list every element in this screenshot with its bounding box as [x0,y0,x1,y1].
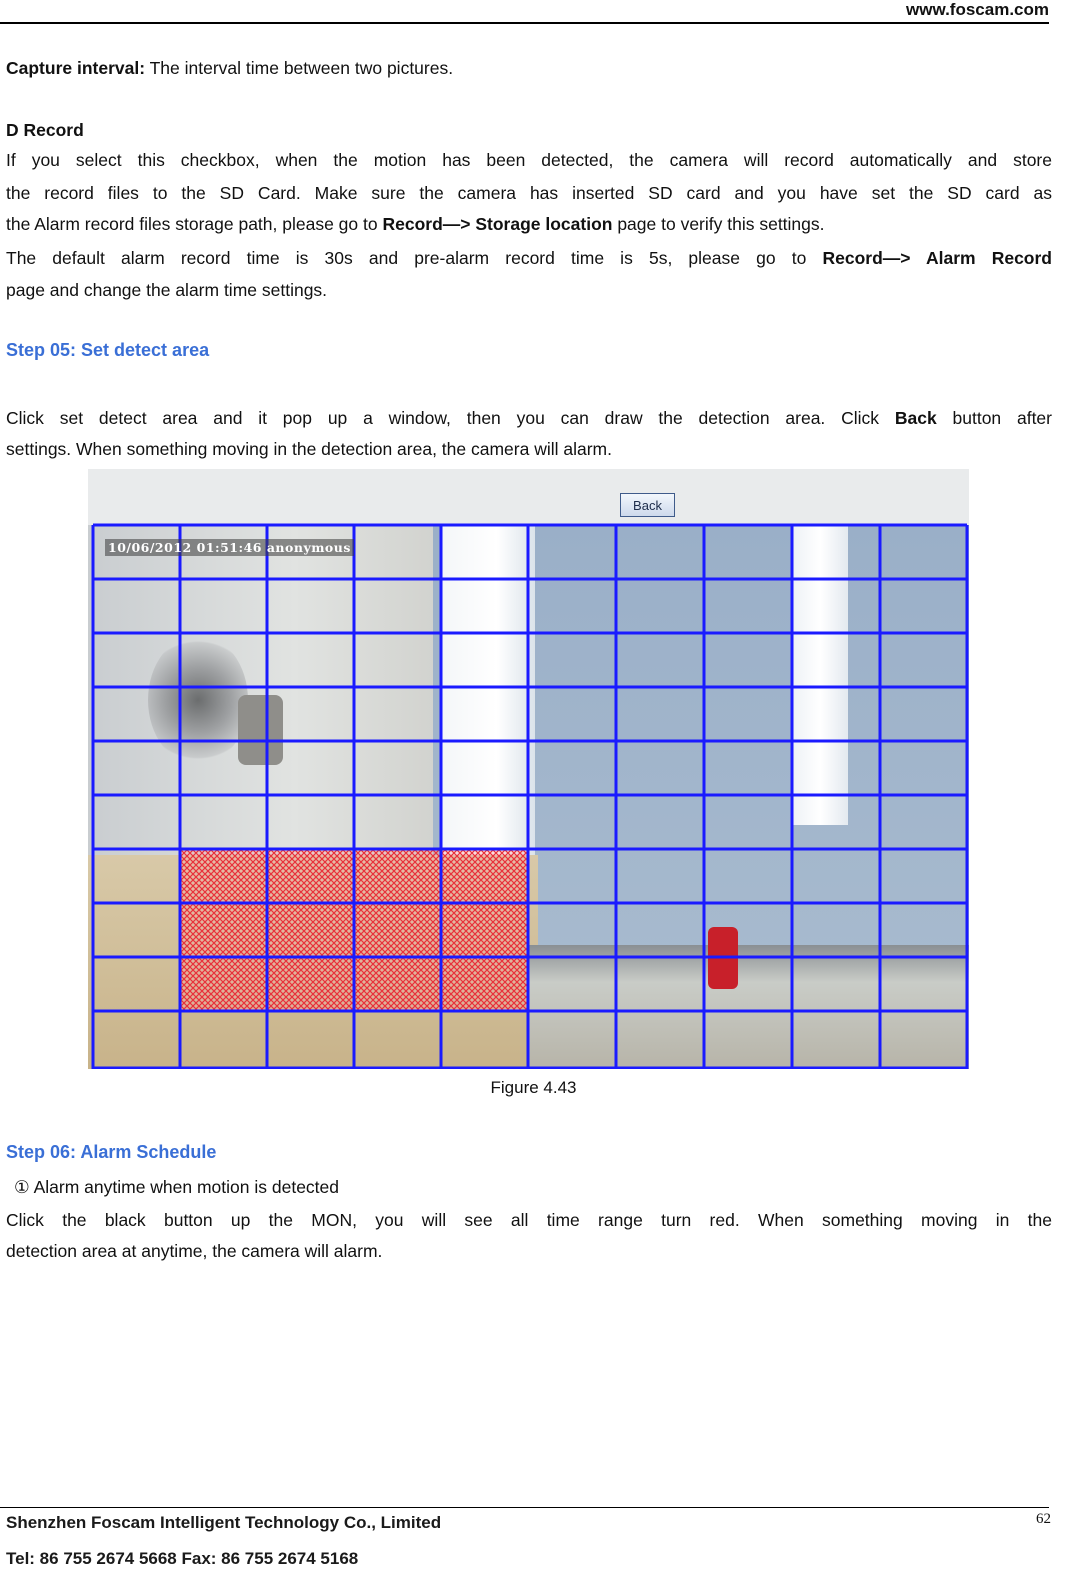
capture-interval-paragraph [6,54,1052,82]
header-divider [0,22,1049,24]
step-06-line-2: detection area at anytime, the camera will alarm. [6,1241,383,1261]
back-button[interactable]: Back [620,493,675,517]
detection-grid[interactable] [88,469,969,1069]
capture-interval-label: Capture interval: [6,58,146,78]
detection-area-figure [88,469,969,1069]
d-record-line-3 [6,210,1052,238]
footer-contact: Tel: 86 755 2674 5668 Fax: 86 755 2674 5168 [6,1549,359,1568]
capture-interval-text: The interval time between two pictures. [145,58,454,78]
storage-location-path: Record—> Storage location [382,214,613,234]
d-record-line-4-pre: The default alarm record time is 30s and pre-alarm record time is 5s, please go to [6,248,823,268]
d-record-line-3-post: page to verify this settings. [612,214,825,234]
d-record-line-3-pre: the Alarm record files storage path, please go to [6,214,383,234]
page-number: 62 [1036,1511,1051,1527]
d-record-line-4 [6,244,1052,272]
d-record-line-5: page and change the alarm time settings. [6,280,328,300]
header-website: www.foscam.com [906,0,1049,19]
step-05-line-1-post: button after [936,408,1052,428]
footer-company: Shenzhen Foscam Intelligent Technology Co., Limited [6,1513,442,1532]
step-06-line-1: Click the black button up the MON, you will see all time range turn red. When something moving in the [6,1210,1052,1230]
step-06-item-1: ① Alarm anytime when motion is detected [14,1177,340,1197]
footer-divider [0,1507,1049,1508]
step-05-line-1 [6,404,1052,432]
step-05-line-2: settings. When something moving in the detection area, the camera will alarm. [6,439,612,459]
back-keyword: Back [894,408,937,428]
step-05-line-1-pre: Click set detect area and it pop up a window, then you can draw the detection area. Click [6,408,895,428]
alarm-record-path: Record—> Alarm Record [822,248,1052,268]
d-record-line-1: If you select this checkbox, when the motion has been detected, the camera will record automatically and store [6,150,1052,170]
d-record-heading: D Record [6,120,84,140]
step-06-heading: Step 06: Alarm Schedule [6,1142,217,1162]
step-05-heading: Step 05: Set detect area [6,340,210,360]
figure-caption: Figure 4.43 [490,1078,577,1097]
d-record-line-2: the record files to the SD Card. Make sure the camera has inserted SD card and you have set the SD card as [6,183,1052,203]
camera-timestamp-overlay: 10/06/2012 01:51:46 anonymous [105,539,354,556]
